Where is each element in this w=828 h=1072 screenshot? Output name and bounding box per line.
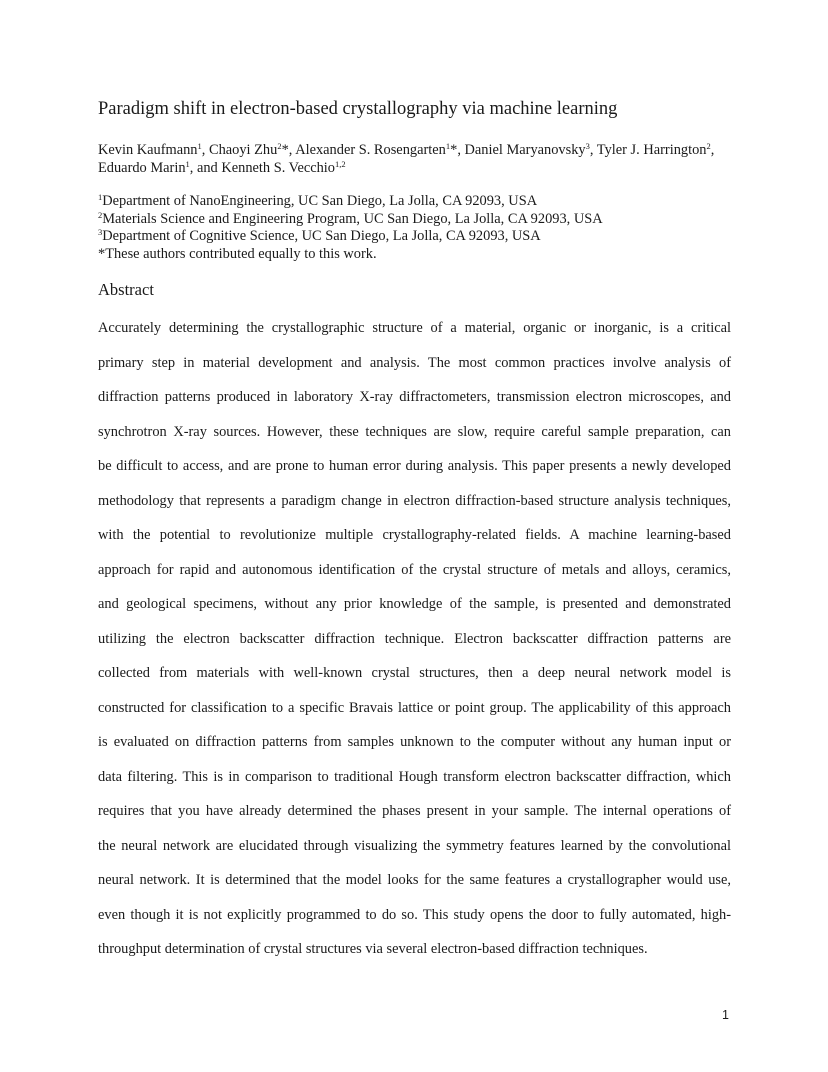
- abstract-line: data filtering. This is in comparison to traditional Hough transform electron backscatter diffraction, which: [98, 768, 731, 785]
- equal-contribution-marker: *: [450, 142, 458, 158]
- affiliation-line: [98, 211, 738, 229]
- author-list: [98, 141, 738, 177]
- abstract-line: synchrotron X-ray sources. However, these techniques are slow, require careful sample preparation, can: [98, 423, 731, 440]
- author-name: Alexander S. Rosengarten: [295, 142, 446, 158]
- affiliation-text: Department of Cognitive Science, UC San Diego, La Jolla, CA 92093, USA: [102, 228, 541, 244]
- paper-title: Paradigm shift in electron-based crystallography via machine learning: [98, 99, 618, 119]
- abstract-line: diffraction patterns produced in laboratory X-ray diffractometers, transmission electron microscopes, and: [98, 389, 731, 405]
- author-separator: ,: [457, 142, 465, 158]
- abstract-line: constructed for classification to a specific Bravais lattice or point group. The applicability of this approach: [98, 699, 731, 716]
- equal-contribution-marker: *: [281, 142, 289, 158]
- affiliation-list: [98, 193, 738, 263]
- abstract-line: the neural network are elucidated through visualizing the symmetry features learned by the convolutional: [98, 837, 731, 854]
- author-name: Kenneth S. Vecchio: [221, 160, 335, 176]
- author-affiliation-marker: 1: [445, 141, 451, 151]
- abstract-line: with the potential to revolutionize multiple crystallography-related fields. A machine learning-based: [98, 527, 731, 543]
- abstract-line: methodology that represents a paradigm change in electron diffraction-based structure analysis techniques,: [98, 492, 731, 509]
- affiliation-number: 1: [98, 192, 103, 202]
- author-name: Tyler J. Harrington: [596, 142, 707, 158]
- abstract-line: primary step in material development and analysis. The most common practices involve analysis of: [98, 354, 731, 371]
- author-affiliation-marker: 2: [706, 141, 711, 151]
- author-name: Eduardo Marin: [98, 160, 186, 176]
- abstract-line: be difficult to access, and are prone to human error during analysis. This paper presents a newly developed: [98, 458, 731, 474]
- author-separator: ,: [288, 142, 296, 158]
- abstract-line: neural network. It is determined that the model looks for the same features a crystallographer would use,: [98, 872, 731, 888]
- affiliation-line: [98, 246, 738, 264]
- abstract-body: [98, 317, 731, 973]
- affiliation-line: [98, 228, 738, 246]
- abstract-line: collected from materials with well-known crystal structures, then a deep neural network model is: [98, 665, 731, 681]
- author-affiliation-marker: 2: [277, 141, 282, 151]
- author-affiliation-marker: 1,2: [335, 159, 346, 169]
- affiliation-text: *These authors contributed equally to this work.: [98, 245, 377, 262]
- abstract-line: utilizing the electron backscatter diffraction technique. Electron backscatter diffraction patterns are: [98, 630, 731, 647]
- abstract-line: requires that you have already determined the phases present in your sample. The internal operations of: [98, 803, 731, 819]
- abstract-heading: Abstract: [98, 280, 154, 299]
- affiliation-number: 2: [98, 209, 103, 220]
- author-separator: ,: [589, 142, 597, 158]
- author-name: Kevin Kaufmann: [98, 142, 198, 158]
- author-separator: ,: [710, 142, 715, 158]
- abstract-line: approach for rapid and autonomous identification of the crystal structure of metals and alloys, ceramics,: [98, 561, 731, 578]
- author-separator: ,: [201, 142, 209, 158]
- affiliation-text: Materials Science and Engineering Program, UC San Diego, La Jolla, CA 92093, USA: [102, 210, 603, 227]
- author-affiliation-marker: 1: [185, 159, 190, 169]
- author-name: Daniel Maryanovsky: [464, 142, 586, 158]
- abstract-line: even though it is not explicitly programmed to do so. This study opens the door to fully automated, high-: [98, 906, 731, 923]
- page-number: 1: [722, 1008, 729, 1022]
- affiliation-text: Department of NanoEngineering, UC San Diego, La Jolla, CA 92093, USA: [102, 193, 538, 209]
- abstract-line: Accurately determining the crystallographic structure of a material, organic or inorganic, is a critical: [98, 320, 731, 336]
- abstract-line: is evaluated on diffraction patterns from samples unknown to the computer without any human input or: [98, 734, 731, 750]
- author-name: Chaoyi Zhu: [208, 142, 278, 158]
- author-affiliation-marker: 1: [197, 141, 202, 151]
- author-affiliation-marker: 3: [585, 141, 590, 151]
- abstract-line: throughput determination of crystal structures via several electron-based diffraction techniques.: [98, 941, 648, 957]
- affiliation-number: 3: [98, 227, 103, 237]
- affiliation-line: [98, 193, 738, 211]
- abstract-line: and geological specimens, without any prior knowledge of the sample, is presented and demonstrated: [98, 596, 731, 612]
- author-separator: , and: [189, 160, 222, 176]
